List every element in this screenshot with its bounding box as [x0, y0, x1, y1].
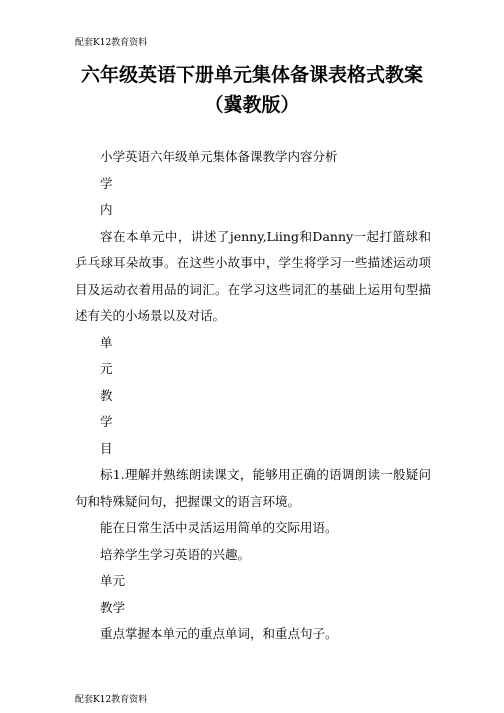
paragraph: 单 [100, 334, 113, 350]
paragraph: 目 [100, 440, 113, 456]
document-subtitle: （冀教版） [204, 94, 300, 116]
paragraph: 标1.理解并熟练朗读课文，能够用正确的语调朗读一般疑问句和特殊疑问句，把握课文的语言环境。 [75, 467, 431, 509]
paragraph: 元 [100, 361, 113, 376]
paragraph: 重点掌握本单元的重点单词，和重点句子。 [100, 626, 338, 641]
document-body [75, 144, 431, 648]
paragraph: 学 [100, 414, 113, 429]
paragraph: 能在日常生活中灵活运用简单的交际用语。 [100, 520, 338, 535]
paragraph: 内 [100, 202, 113, 217]
page-header-note: 配套K12教育资料 [75, 38, 148, 48]
paragraph: 容在本单元中，讲述了jenny,Liing和Danny一起打篮球和乒乓球耳朵故事。在这些小故事中，学生将学习一些描述运动项目及运动衣着用品的词汇。在学习这些词汇的基础上运用句型描述有关的小场景以及对话。 [75, 228, 431, 323]
paragraph: 教 [100, 387, 113, 403]
paragraph: 教学 [100, 599, 126, 615]
paragraph: 单元 [100, 573, 126, 588]
page-footer-note: 配套K12教育资料 [75, 695, 148, 705]
paragraph: 小学英语六年级单元集体备课教学内容分析 [100, 149, 338, 164]
paragraph: 学 [100, 175, 113, 191]
document-title: 六年级英语下册单元集体备课表格式教案 [80, 64, 423, 86]
paragraph: 培养学生学习英语的兴趣。 [100, 546, 251, 562]
